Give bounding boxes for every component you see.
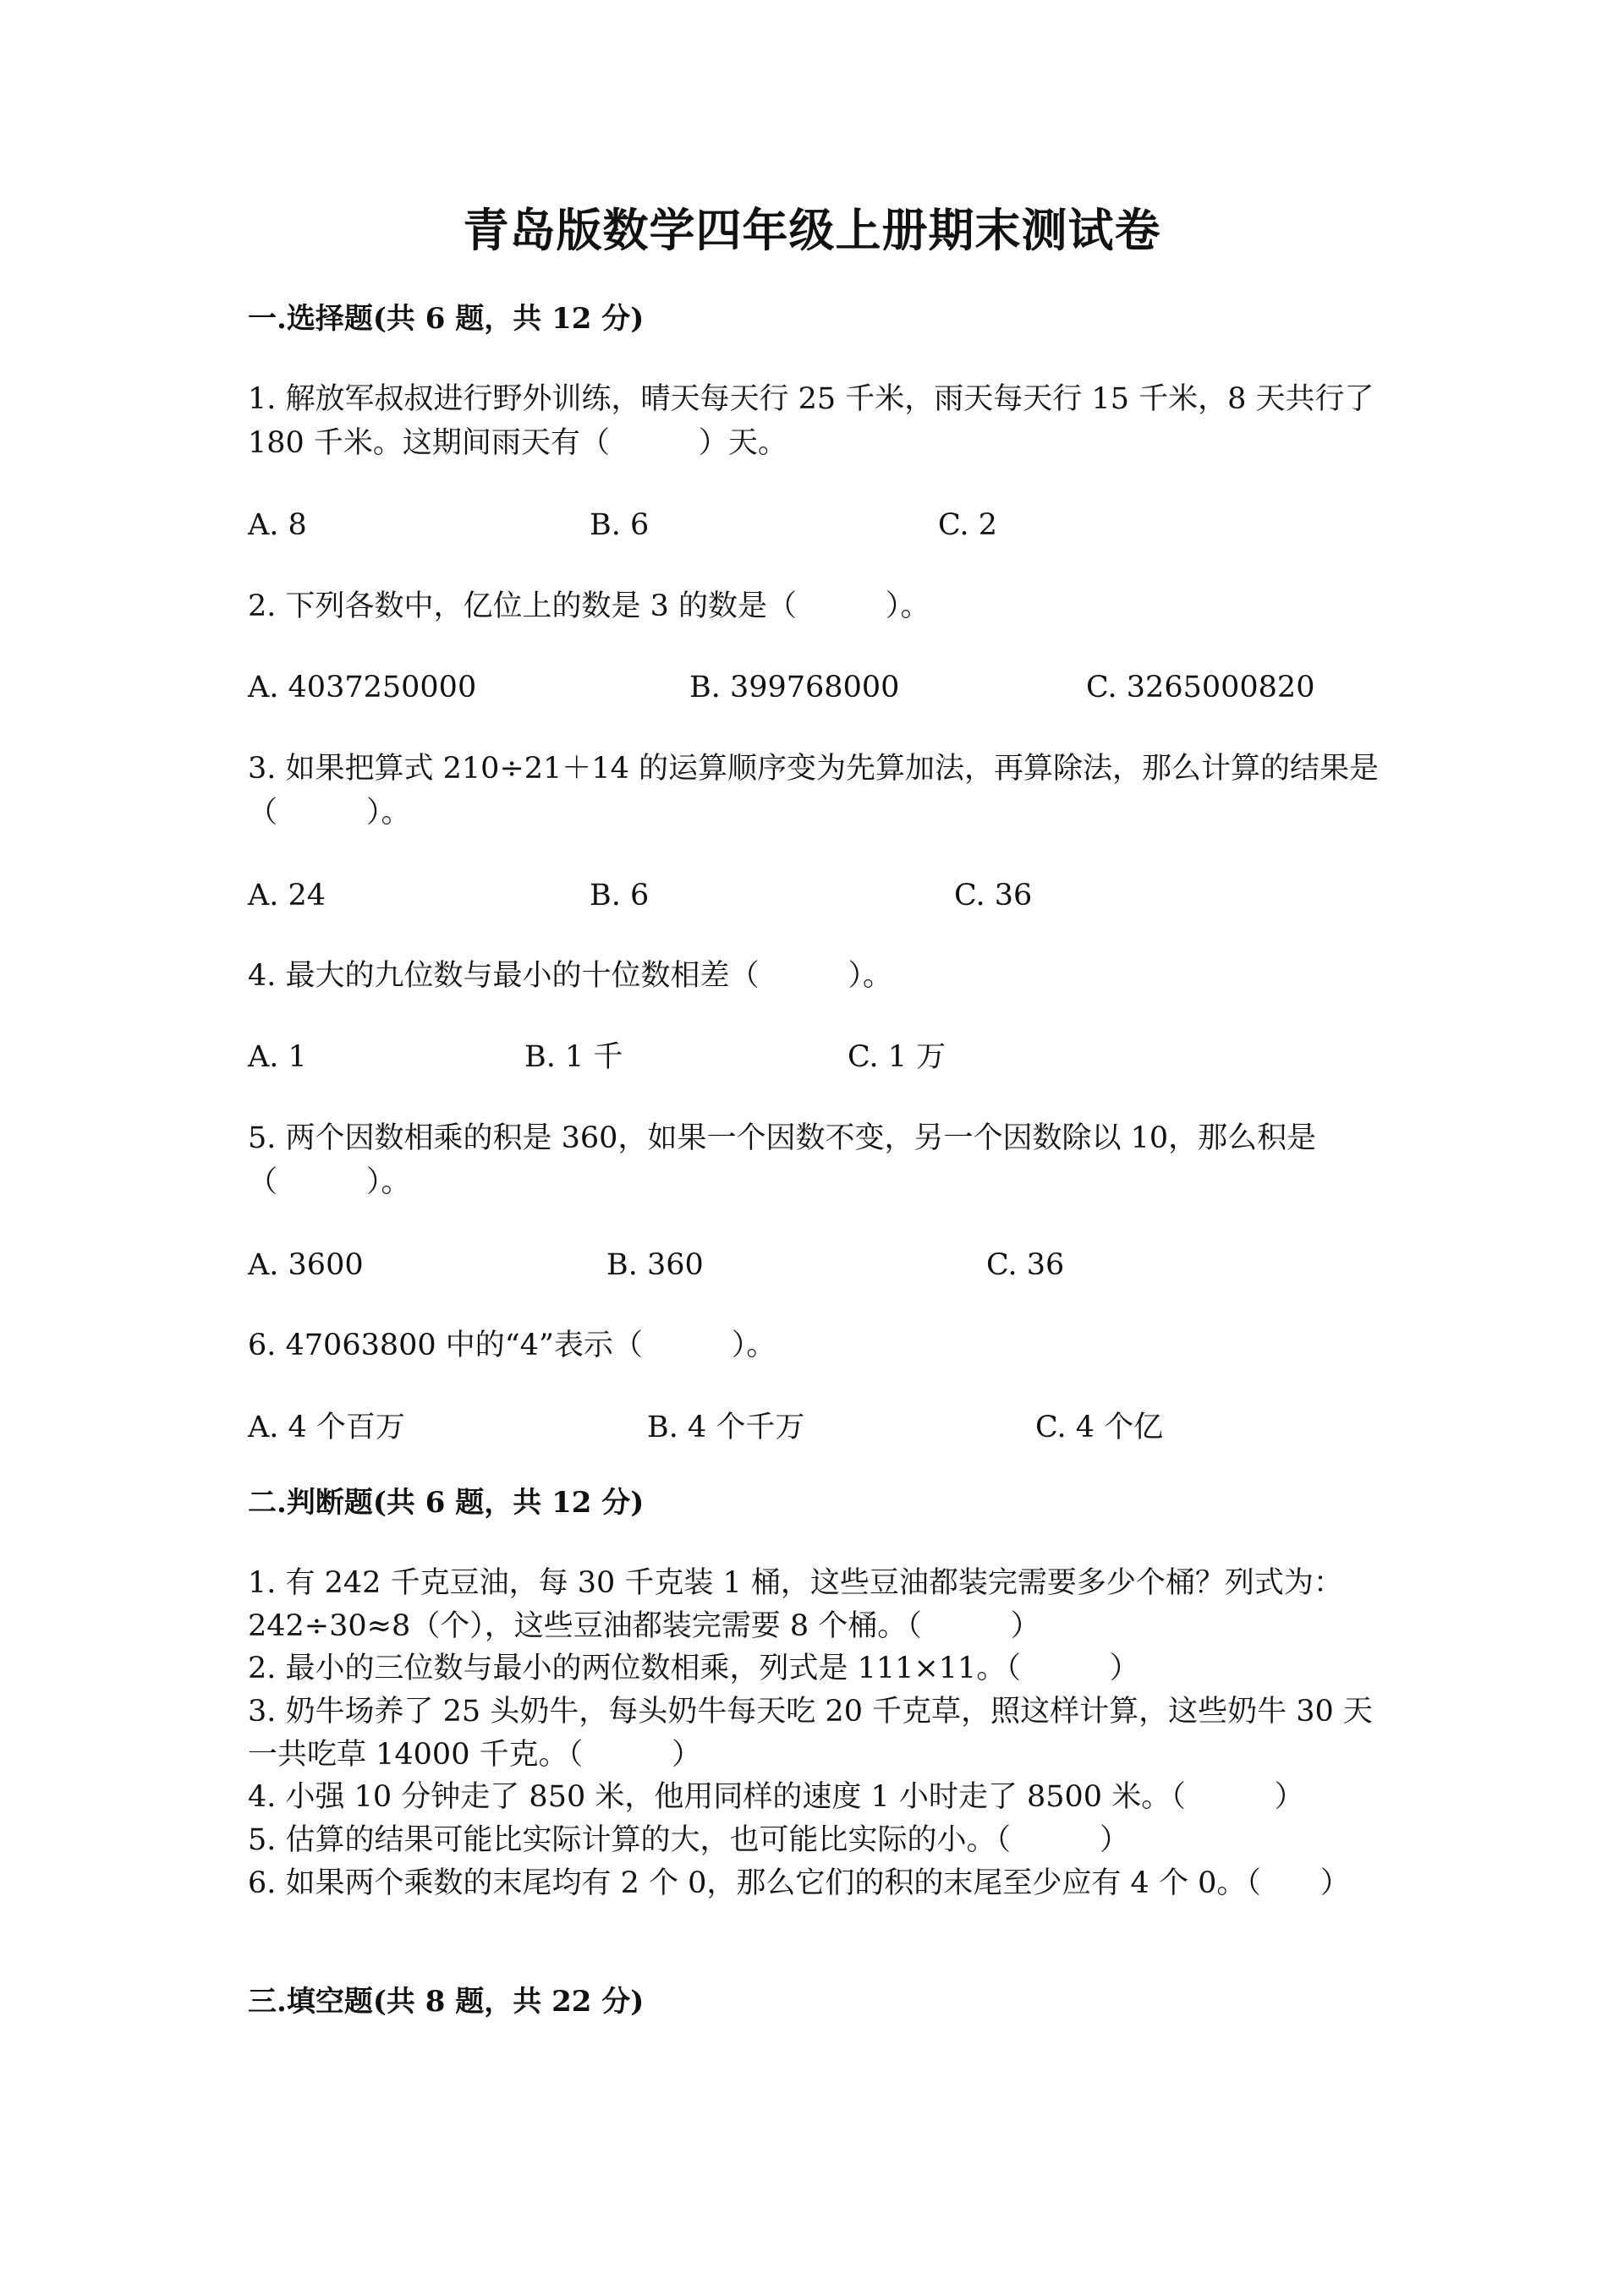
choice-question-6: 6. 47063800 中的“4”表示（ ）。 bbox=[248, 1329, 776, 1362]
page-title: 青岛版数学四年级上册期末测试卷 bbox=[463, 203, 1161, 257]
judge-item-4: 4. 小强 10 分钟走了 850 米，他用同样的速度 1 小时走了 8500 米。（ ） bbox=[248, 1780, 1304, 1814]
choice-q4-option-a: A. 1 bbox=[248, 1040, 307, 1074]
choice-q1-option-c: C. 2 bbox=[938, 508, 998, 542]
section-heading-judge: 二.判断题(共 6 题，共 12 分) bbox=[248, 1486, 645, 1520]
choice-q6-option-a: A. 4 个百万 bbox=[248, 1411, 405, 1444]
judge-item-5: 5. 估算的结果可能比实际计算的大，也可能比实际的小。（ ） bbox=[248, 1823, 1130, 1857]
choice-q6-option-c: C. 4 个亿 bbox=[1035, 1411, 1164, 1444]
judge-item-3: 3. 奶牛场养了 25 头奶牛，每头奶牛每天吃 20 千克草，照这样计算，这些奶牛 30 天一共吃草 14000 千克。（ ） bbox=[248, 1695, 1373, 1772]
choice-q5-option-c: C. 36 bbox=[986, 1248, 1065, 1282]
choice-q5-option-b: B. 360 bbox=[606, 1248, 704, 1282]
choice-question-4: 4. 最大的九位数与最小的十位数相差（ ）。 bbox=[248, 959, 893, 993]
choice-q2-option-c: C. 3265000820 bbox=[1086, 671, 1315, 704]
choice-q4-option-c: C. 1 万 bbox=[848, 1040, 946, 1074]
choice-question-2: 2. 下列各数中，亿位上的数是 3 的数是（ ）。 bbox=[248, 589, 930, 623]
choice-q2-option-a: A. 4037250000 bbox=[248, 671, 477, 704]
choice-q3-option-a: A. 24 bbox=[248, 879, 326, 912]
choice-q3-option-b: B. 6 bbox=[590, 879, 650, 912]
judge-item-2: 2. 最小的三位数与最小的两位数相乘，列式是 111×11。（ ） bbox=[248, 1652, 1139, 1685]
choice-q3-option-c: C. 36 bbox=[954, 879, 1033, 912]
choice-question-3: 3. 如果把算式 210÷21＋14 的运算顺序变为先算加法，再算除法，那么计算的结果是（ ）。 bbox=[248, 752, 1379, 830]
section-heading-choice: 一.选择题(共 6 题，共 12 分) bbox=[248, 302, 645, 336]
choice-q4-option-b: B. 1 千 bbox=[524, 1040, 623, 1074]
judge-item-1: 1. 有 242 千克豆油，每 30 千克装 1 桶，这些豆油都装完需要多少个桶？列式为：242÷30≈8（个），这些豆油都装完需要 8 个桶。（ ） bbox=[248, 1566, 1343, 1643]
choice-question-1: 1. 解放军叔叔进行野外训练，晴天每天行 25 千米，雨天每天行 15 千米，8 天共行了 180 千米。这期间雨天有（ ）天。 bbox=[248, 382, 1374, 460]
choice-q5-option-a: A. 3600 bbox=[248, 1248, 364, 1282]
choice-q1-option-b: B. 6 bbox=[590, 508, 650, 542]
section-heading-fill: 三.填空题(共 8 题，共 22 分) bbox=[248, 1985, 645, 2019]
choice-q6-option-b: B. 4 个千万 bbox=[647, 1411, 805, 1444]
choice-question-5: 5. 两个因数相乘的积是 360，如果一个因数不变，另一个因数除以 10，那么积是（ ）。 bbox=[248, 1121, 1317, 1199]
choice-q2-option-b: B. 399768000 bbox=[689, 671, 900, 704]
judge-item-6: 6. 如果两个乘数的末尾均有 2 个 0，那么它们的积的末尾至少应有 4 个 0。（ ） bbox=[248, 1866, 1350, 1900]
choice-q1-option-a: A. 8 bbox=[248, 508, 307, 542]
